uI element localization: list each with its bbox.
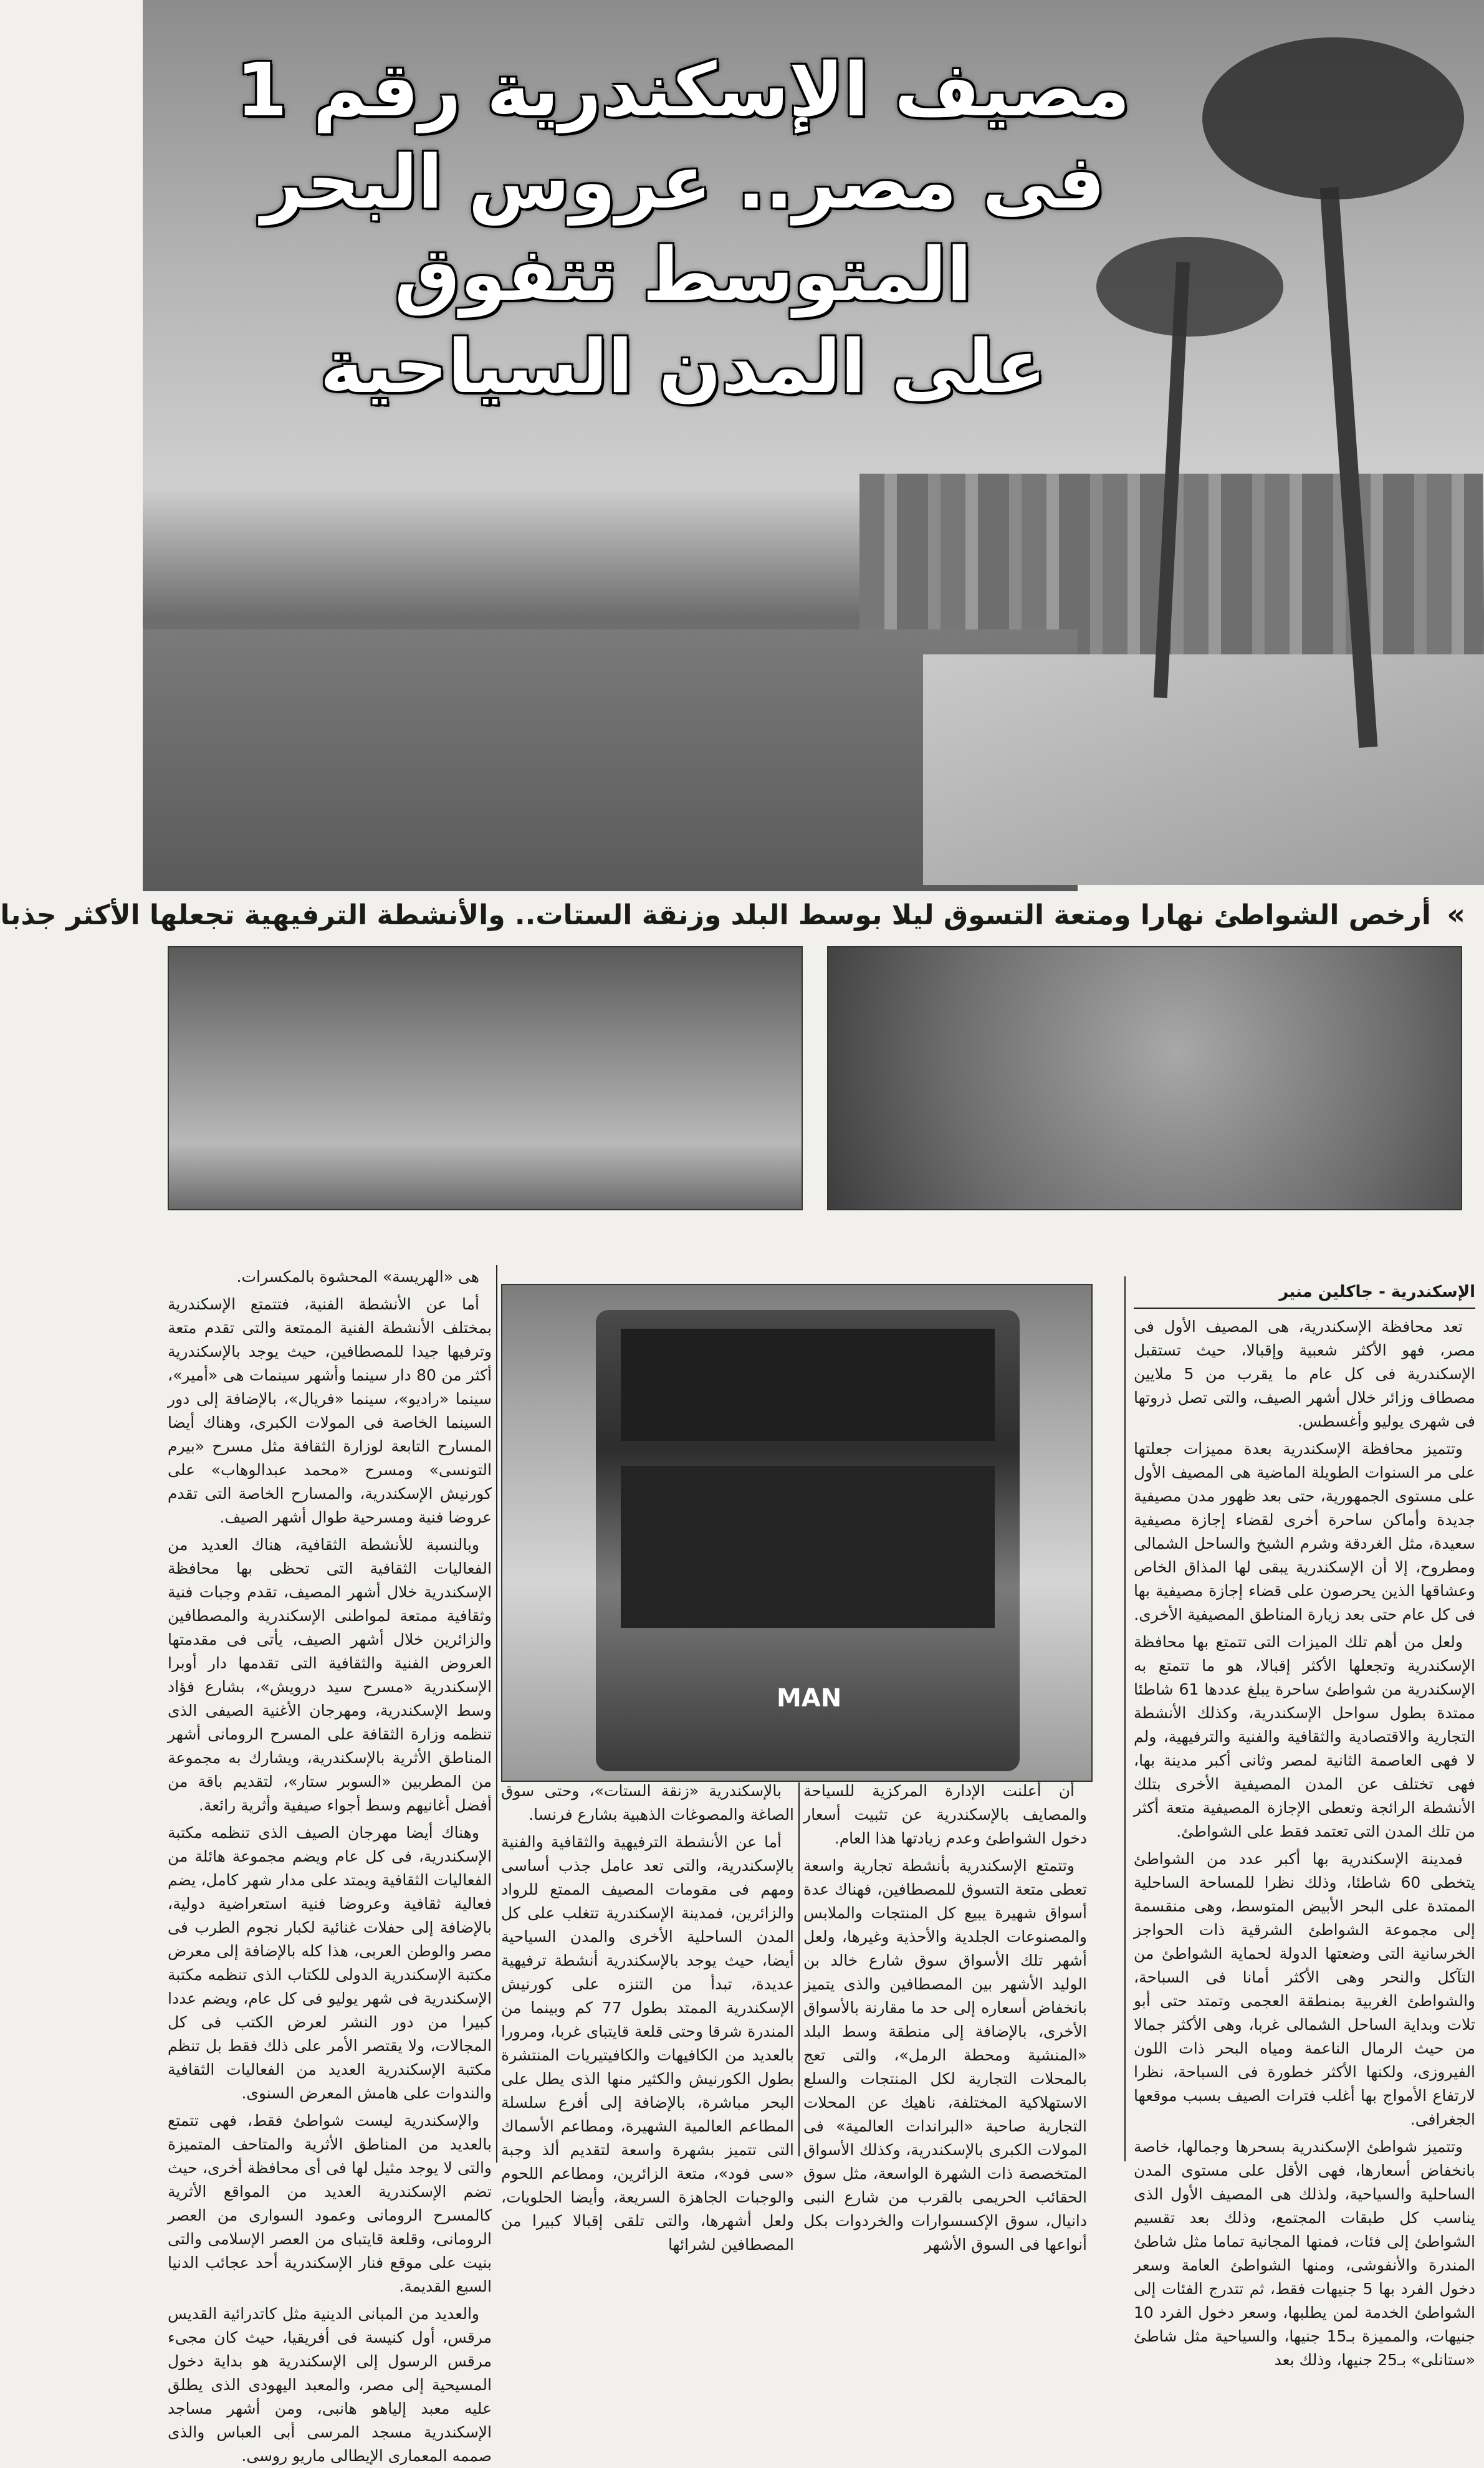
- subheadline-marker: »: [1447, 897, 1465, 931]
- handcraft-photo: [827, 946, 1462, 1210]
- article-column-right: [1134, 1315, 1475, 2369]
- article-column-left: [168, 1265, 492, 2465]
- paragraph: والعديد من المبانى الدينية مثل كاتدرائية القديس مرقس، أول كنيسة فى أفريقيا، حيث كان مجىء مرقس الرسول إلى الإسكندرية هو بداية دخول المسيحية إلى مصر، والمعبد اليهودى الذى يطلق عليه معبد إلياهو هانبى، ومن أشهر مساجد الإسكندرية مسجد المرسى أبى العباس والذى صممه المعمارى الإيطالى ماريو روسى.: [168, 2305, 492, 2465]
- paragraph: أما عن الأنشطة الفنية، فتتمتع الإسكندرية بمختلف الأنشطة الفنية الممتعة والتى تقدم متعة وترفيها جيدا للمصطافين، حيث يوجد بالإسكندرية أكثر من 80 دار سينما وأشهر سينمات هى «أمير»، سينما «راديو»، سينما «فريال»، بالإضافة إلى دور السينما الخاصة فى المولات الكبرى، وهناك أيضا المسارح التابعة لوزارة الثقافة مثل مسرح «بيرم التونسى» ومسرح «محمد عبدالوهاب» على كورنيش الإسكندرية، والمسارح الخاصة التى تقدم عروضا فنية ومسرحية طوال أشهر الصيف.: [168, 1295, 492, 1526]
- headline: [231, 44, 1135, 413]
- paragraph: هى «الهريسة» المحشوة بالمكسرات.: [236, 1268, 479, 1286]
- bus-lower-windows: [621, 1466, 995, 1628]
- paragraph: وتتميز شواطئ الإسكندرية بسحرها وجمالها، خاصة بانخفاض أسعارها، فهى الأقل على مستوى المدن الساحلية والسياحية، ولذلك هى المصيف الأول الذى يناسب كل طبقات المجتمع، وذلك بعد تقسيم الشواطئ إلى فئات، فمنها المجانية تماما مثل شاطئ المندرة والأنفوشى، ومنها الشواطئ العامة وسعر دخول الفرد بها 5 جنيهات فقط، ثم تتدرج الفئات إلى الشواطئ الخدمة لمن يطلبها، وسعر دخول الفرد 10 جنيهات، والمميزة بـ15 جنيها، والسياحية مثل شاطئ «ستانلى» بـ25 جنيها، وذلك بعد: [1134, 2138, 1475, 2369]
- article-column-mid-right: [803, 1779, 1087, 2254]
- headline-line-1: مصيف الإسكندرية رقم 1: [236, 47, 1131, 133]
- byline: الإسكندرية - جاكلين منير: [1134, 1283, 1475, 1309]
- headline-line-2: فى مصر.. عروس البحر: [261, 139, 1105, 225]
- paragraph: أن أعلنت الإدارة المركزية للسياحة والمصايف بالإسكندرية عن تثبيت أسعار دخول الشواطئ وعدم زيادتها هذا العام.: [803, 1782, 1087, 1847]
- paragraph: وهناك أيضا مهرجان الصيف الذى تنظمه مكتبة الإسكندرية، فى كل عام ويضم مجموعة هائلة من الفعاليات الثقافية ويمتد على مدار شهر كامل، يضم فعالية ثقافية وعروضا فنية استعراضية دولية، بالإضافة إلى حفلات غنائية لكبار نجوم الطرب فى مصر والوطن العربى، هذا كله بالإضافة إلى معرض مكتبة الإسكندرية الدولى للكتاب الذى تنظمه مكتبة الإسكندرية فى شهر يوليو فى كل عام، ويضم عددا كبيرا من دور النشر لعرض الكتب فى كل المجالات، ولا يقتصر الأمر على ذلك فقط بل تنظم مكتبة الإسكندرية العديد من الفعاليات الثقافية والندوات على هامش المعرض السنوى.: [168, 1824, 492, 2102]
- subheadline: [0, 892, 1484, 936]
- paragraph: ولعل من أهم تلك الميزات التى تتمتع بها محافظة الإسكندرية وتجعلها الأكثر إقبالا، هو ما تتمتع به الإسكندرية من شواطئ ساحرة يبلغ عددها 61 شاطئا ممتدة بطول سواحل الإسكندرية، وكذلك الأنشطة التجارية والاقتصادية والثقافية والفنية والترفيهية، ولم لا فهى العاصمة الثانية لمصر وثانى أكبر مدينة بها، فهى تختلف عن المدن المصيفية الأخرى بتلك الأنشطة الرائجة وتعطى الإجازة المصيفية متعة أكثر من تلك المدن التى تعتمد فقط على الشواطئ.: [1134, 1633, 1475, 1840]
- paragraph: والإسكندرية ليست شواطئ فقط، فهى تتمتع بالعديد من المناطق الأثرية والمتاحف المتميزة والتى لا يوجد مثيل لها فى أى محافظة أخرى، حيث تضم الإسكندرية العديد من المواقع الأثرية كالمسرح الرومانى وعمود السوارى من العصر الرومانى، وقلعة قايتباى من العصر الإسلامى والتى بنيت على موقع فنار الإسكندرية أحد عجائب الدنيا السبع القديمة.: [168, 2112, 492, 2295]
- bus-upper-deck: [621, 1329, 995, 1441]
- subheadline-text: أرخص الشواطئ نهارا ومتعة التسوق ليلا بوسط البلد وزنقة الستات.. والأنشطة الترفيهية تجعلها الأكثر جذبا: [0, 899, 1431, 931]
- paragraph: وتتميز محافظة الإسكندرية بعدة مميزات جعلتها على مر السنوات الطويلة الماضية هى المصيف الأول على مستوى الجمهورية، حتى بعد ظهور مدن مصيفية جديدة وأماكن ساحرة أخرى لقضاء إجازة مصيفية سعيدة، مثل الغردقة وشرم الشيخ والساحل الشمالى ومطروح، إلا أن الإسكندرية يبقى لها المذاق الخاص وعشاقها الذين يحرصون على قضاء إجازة مصيفية بها فى كل عام حتى بعد زيارة المناطق المصيفية الأخرى.: [1134, 1440, 1475, 1624]
- column-divider: [798, 1782, 800, 2156]
- paragraph: وبالنسبة للأنشطة الثقافية، هناك العديد من الفعاليات الثقافية التى تحظى بها محافظة الإسكندرية خلال أشهر المصيف، تقدم وجبات فنية وثقافية ممتعة لمواطنى الإسكندرية والمصطافين والزائرين خلال أشهر الصيف، يأتى فى مقدمتها العروض الفنية والثقافية التى تقدمها دار أوبرا الإسكندرية «مسرح سيد درويش»، بشارع فؤاد وسط الإسكندرية، ومهرجان الأغنية الصيفى الذى تنظمه وزارة الثقافة على المسرح الرومانى أشهر المناطق الأثرية بالإسكندرية، ويشارك به مجموعة من المطربين «السوبر ستار»، لتقديم باقة من أفضل أغانيهم وسط أجواء صيفية وأثرية رائعة.: [168, 1536, 492, 1814]
- headline-line-3: المتوسط تتفوق: [394, 231, 972, 317]
- bus-brand-logo: MAN: [777, 1684, 842, 1713]
- paragraph: تعد محافظة الإسكندرية، هى المصيف الأول فى مصر، فهو الأكثر شعبية وإقبالا، حيث تستقبل الإسكندرية فى كل عام ما يقرب من 5 ملايين مصطاف وزائر خلال أشهر الصيف، والتى تصل ذروتها فى شهرى يوليو وأغسطس.: [1134, 1318, 1475, 1430]
- column-divider: [496, 1265, 497, 2163]
- paragraph: بالإسكندرية «زنقة الستات»، وحتى سوق الصاغة والمصوغات الذهبية بشارع فرنسا.: [501, 1782, 794, 1824]
- article-column-mid-left: [501, 1779, 794, 2254]
- corniche-walkway: [923, 654, 1484, 885]
- paragraph: أما عن الأنشطة الترفيهية والثقافية والفنية بالإسكندرية، والتى تعد عامل جذب أساسى ومهم فى مقومات المصيف الممتع للرواد والزائرين، فمدينة الإسكندرية تتغلب على كل المدن الساحلية الأخرى والمدن السياحية أيضا، حيث يوجد بالإسكندرية أنشطة ترفيهية عديدة، تبدأ من التنزه على كورنيش الإسكندرية الممتد بطول 77 كم وبينما من المندرة شرقا وحتى قلعة قايتباى غربا، ومرورا بالعديد من الكافيهات والكافيتيريات المنتشرة بطول الكورنيش والكثير منها الذى يطل على البحر مباشرة، بالإضافة إلى أفرع سلسلة المطاعم العالمية الشهيرة، ومطاعم الأسماك التى تتميز بشهرة واسعة لتقديم ألذ وجبة «سى فود»، متعة الزائرين، ومطاعم اللحوم والوجبات الجاهزة السريعة، وأيضا الحلويات، ولعل أشهرها، والتى تلقى إقبالا كبيرا من المصطافين لشرائها: [501, 1833, 794, 2254]
- column-divider: [1124, 1276, 1126, 2161]
- book-fair-photo: [168, 946, 803, 1210]
- double-decker-bus-photo: [501, 1284, 1093, 1782]
- headline-line-4: على المدن السياحية: [320, 323, 1046, 409]
- paragraph: وتتمتع الإسكندرية بأنشطة تجارية واسعة تعطى متعة التسوق للمصطافين، فهناك عدة أسواق شهيرة يبيع كل المنتجات والملابس والمصنوعات الجلدية والأحذية وغيرها، ولعل أشهر تلك الأسواق سوق شارع خالد بن الوليد الأشهر بين المصطافين والذى يتميز بانخفاض أسعاره إلى حد ما مقارنة بالأسواق الأخرى، بالإضافة إلى منطقة وسط البلد «المنشية ومحطة الرمل»، والتى تعج بالمحلات التجارية لكل المنتجات والسلع الاستهلاكية المختلفة، ناهيك عن المحلات التجارية صاحبة «البراندات العالمية» فى المولات الكبرى بالإسكندرية، وكذلك الأسواق المتخصصة ذات الشهرة الواسعة، مثل سوق الحقائب الحريمى بالقرب من شارع النبى دانيال، سوق الإكسسوارات والخردوات بكل أنواعها فى السوق الأشهر: [803, 1857, 1087, 2254]
- paragraph: فمدينة الإسكندرية بها أكبر عدد من الشواطئ يتخطى 60 شاطئا، وذلك نظرا للمساحة الساحلية الممتدة على البحر الأبيض المتوسط، وهى منقسمة إلى مجموعة الشواطئ الشرقية ذات الحواجز الخرسانية التى وضعتها الدولة لحماية الشواطئ من التآكل والنحر وهى الأكثر أمانا فى السباحة، والشواطئ الغربية بمنطقة العجمى وتمتد حتى أبو تلات وبداية الساحل الشمالى غربا، وهى الأكثر جمالا من حيث الرمال الناعمة ومياه البحر ذات اللون الفيروزى، ولكنها الأكثر خطورة فى السباحة، نظرا لارتفاع الأمواج بها أغلب فترات الصيف بسبب موقعها الجغرافى.: [1134, 1850, 1475, 2128]
- hero-photo: [143, 0, 1484, 885]
- palm-fronds: [1202, 37, 1464, 199]
